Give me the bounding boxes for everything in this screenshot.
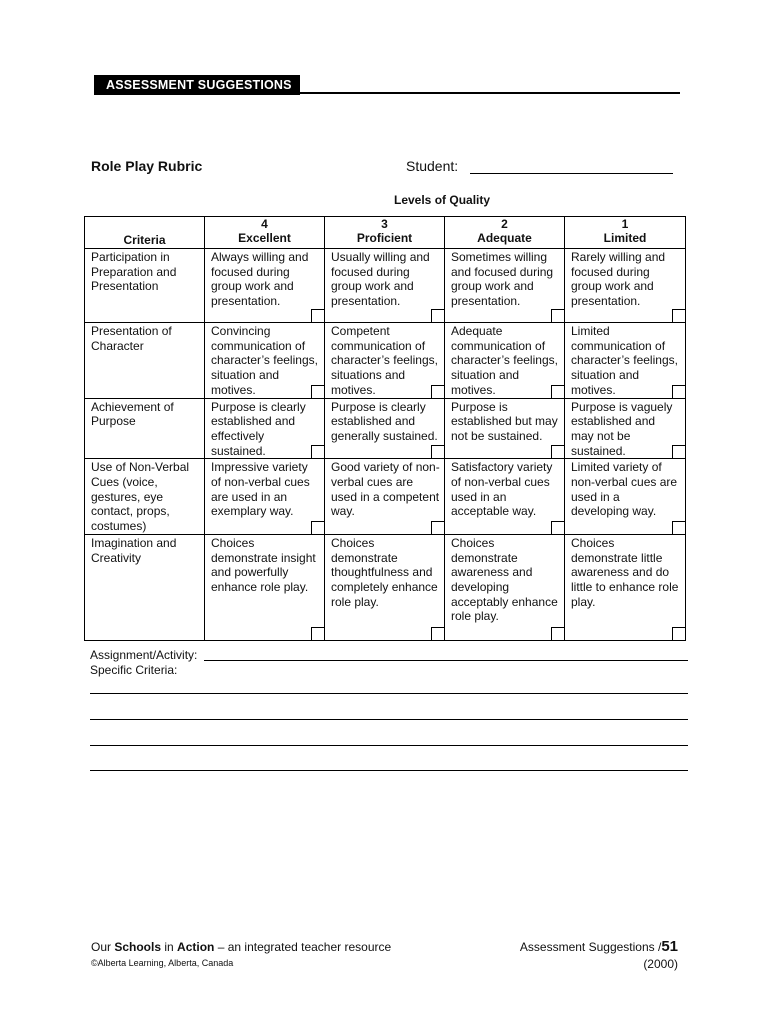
descriptor-text: Limited variety of non-verbal cues are used in a developing way.	[571, 460, 678, 519]
score-checkbox[interactable]	[311, 445, 324, 458]
column-header-adequate	[445, 217, 565, 249]
footer-resource-title	[91, 940, 391, 954]
specific-criteria-line[interactable]	[90, 770, 688, 771]
column-score: 3	[381, 217, 388, 231]
rubric-table	[84, 216, 686, 641]
column-label: Adequate	[477, 231, 532, 245]
descriptor-text: Choices demonstrate awareness and developing acceptably enhance role play.	[451, 535, 558, 624]
column-header-proficient	[325, 217, 445, 249]
column-header-limited	[565, 217, 686, 249]
score-checkbox[interactable]	[551, 385, 564, 398]
descriptor-text: Competent communication of character’s feelings, situations and motives.	[331, 324, 438, 397]
score-checkbox[interactable]	[551, 309, 564, 322]
rubric-header-row	[85, 217, 686, 249]
score-checkbox[interactable]	[311, 627, 324, 640]
table-row	[85, 398, 686, 459]
column-score: 2	[501, 217, 508, 231]
footer-copyright: ©Alberta Learning, Alberta, Canada	[91, 958, 234, 968]
rubric-cell	[565, 459, 686, 535]
rubric-cell	[325, 534, 445, 640]
footer-section: Assessment Suggestions /	[519, 940, 662, 954]
descriptor-text: Choices demonstrate little awareness and do little to enhance role play.	[571, 535, 679, 609]
rubric-cell	[325, 398, 445, 459]
criteria-cell	[85, 459, 205, 535]
table-row	[85, 249, 686, 323]
assignment-activity-line[interactable]	[204, 660, 688, 661]
descriptor-text: Purpose is vaguely established and may not be sustained.	[571, 399, 673, 458]
specific-criteria-label: Specific Criteria:	[90, 663, 178, 677]
criteria-cell	[85, 323, 205, 399]
descriptor-text: Choices demonstrate insight and powerfully enhance role play.	[211, 535, 316, 594]
score-checkbox[interactable]	[431, 627, 444, 640]
score-checkbox[interactable]	[551, 521, 564, 534]
rubric-cell	[565, 534, 686, 640]
score-checkbox[interactable]	[672, 627, 685, 640]
rubric-cell	[445, 398, 565, 459]
footer-text-our: Our	[91, 940, 115, 954]
rubric-cell	[205, 534, 325, 640]
table-row	[85, 534, 686, 640]
score-checkbox[interactable]	[431, 521, 444, 534]
score-checkbox[interactable]	[672, 309, 685, 322]
descriptor-text: Choices demonstrate thoughtfulness and completely enhance role play.	[331, 535, 438, 609]
criteria-text: Achievement of Purpose	[91, 399, 174, 429]
column-score: 4	[261, 217, 268, 231]
rubric-cell	[445, 249, 565, 323]
section-banner: ASSESSMENT SUGGESTIONS	[94, 75, 300, 95]
score-checkbox[interactable]	[311, 521, 324, 534]
criteria-text: Imagination and Creativity	[91, 535, 177, 565]
footer-text-action: Action	[177, 940, 215, 954]
rubric-cell	[205, 249, 325, 323]
column-label: Proficient	[356, 231, 413, 245]
footer-page-label	[520, 938, 678, 955]
score-checkbox[interactable]	[672, 521, 685, 534]
descriptor-text: Purpose is clearly established and effectively sustained.	[211, 399, 306, 458]
criteria-text: Presentation of Character	[91, 324, 172, 353]
score-checkbox[interactable]	[431, 385, 444, 398]
banner-rule	[300, 92, 680, 94]
rubric-cell	[445, 459, 565, 535]
column-label: Excellent	[238, 231, 291, 245]
table-row	[85, 459, 686, 535]
descriptor-text: Always willing and focused during group work and presentation.	[211, 250, 309, 309]
rubric-cell	[565, 398, 686, 459]
rubric-title: Role Play Rubric	[91, 158, 203, 174]
rubric-cell	[565, 323, 686, 399]
score-checkbox[interactable]	[672, 385, 685, 398]
specific-criteria-line[interactable]	[90, 745, 688, 746]
descriptor-text: Convincing communication of character’s feelings, situation and motives.	[211, 324, 318, 397]
column-label: Limited	[603, 231, 647, 245]
score-checkbox[interactable]	[551, 445, 564, 458]
specific-criteria-line[interactable]	[90, 719, 688, 720]
rubric-cell	[205, 323, 325, 399]
rubric-cell	[325, 323, 445, 399]
column-header-criteria	[85, 217, 205, 249]
descriptor-text: Good variety of non-verbal cues are used in a competent way.	[331, 460, 440, 519]
rubric-cell	[205, 398, 325, 459]
score-checkbox[interactable]	[431, 445, 444, 458]
column-score: 1	[621, 217, 629, 231]
footer-text-in: in	[161, 940, 178, 954]
rubric-cell	[445, 534, 565, 640]
footer-text-rest: – an integrated teacher resource	[214, 940, 392, 954]
criteria-cell	[85, 534, 205, 640]
footer-year: (2000)	[643, 957, 678, 971]
descriptor-text: Impressive variety of non-verbal cues are used in an exemplary way.	[211, 460, 310, 519]
score-checkbox[interactable]	[311, 385, 324, 398]
score-checkbox[interactable]	[551, 627, 564, 640]
descriptor-text: Sometimes willing and focused during group work and presentation.	[451, 250, 554, 309]
criteria-text: Participation in Preparation and Presentation	[91, 250, 177, 294]
rubric-cell	[325, 249, 445, 323]
score-checkbox[interactable]	[672, 445, 685, 458]
student-label: Student:	[406, 158, 459, 174]
student-name-line	[470, 173, 673, 174]
table-row	[85, 323, 686, 399]
descriptor-text: Usually willing and focused during group work and presentation.	[331, 250, 430, 309]
descriptor-text: Purpose is clearly established and generally sustained.	[331, 399, 438, 443]
rubric-cell	[445, 323, 565, 399]
criteria-text: Use of Non-Verbal Cues (voice, gestures, eye contact, props, costumes)	[91, 460, 190, 534]
descriptor-text: Rarely willing and focused during group work and presentation.	[571, 250, 666, 309]
score-checkbox[interactable]	[431, 309, 444, 322]
criteria-cell	[85, 398, 205, 459]
footer-text-schools: Schools	[114, 940, 162, 954]
column-header-excellent	[205, 217, 325, 249]
specific-criteria-line[interactable]	[90, 693, 688, 694]
descriptor-text: Purpose is established but may not be sustained.	[451, 399, 558, 443]
rubric-cell	[565, 249, 686, 323]
rubric-cell	[325, 459, 445, 535]
assignment-activity-label: Assignment/Activity:	[90, 648, 198, 662]
criteria-cell	[85, 249, 205, 323]
column-label: Criteria	[123, 233, 166, 247]
rubric-cell	[205, 459, 325, 535]
levels-of-quality-label: Levels of Quality	[394, 193, 491, 207]
descriptor-text: Satisfactory variety of non-verbal cues used in an acceptable way.	[451, 460, 553, 519]
page-number: 51	[661, 938, 678, 955]
descriptor-text: Limited communication of character’s feelings, situation and motives.	[571, 324, 678, 397]
score-checkbox[interactable]	[311, 309, 324, 322]
descriptor-text: Adequate communication of character’s feelings, situation and motives.	[451, 324, 558, 397]
